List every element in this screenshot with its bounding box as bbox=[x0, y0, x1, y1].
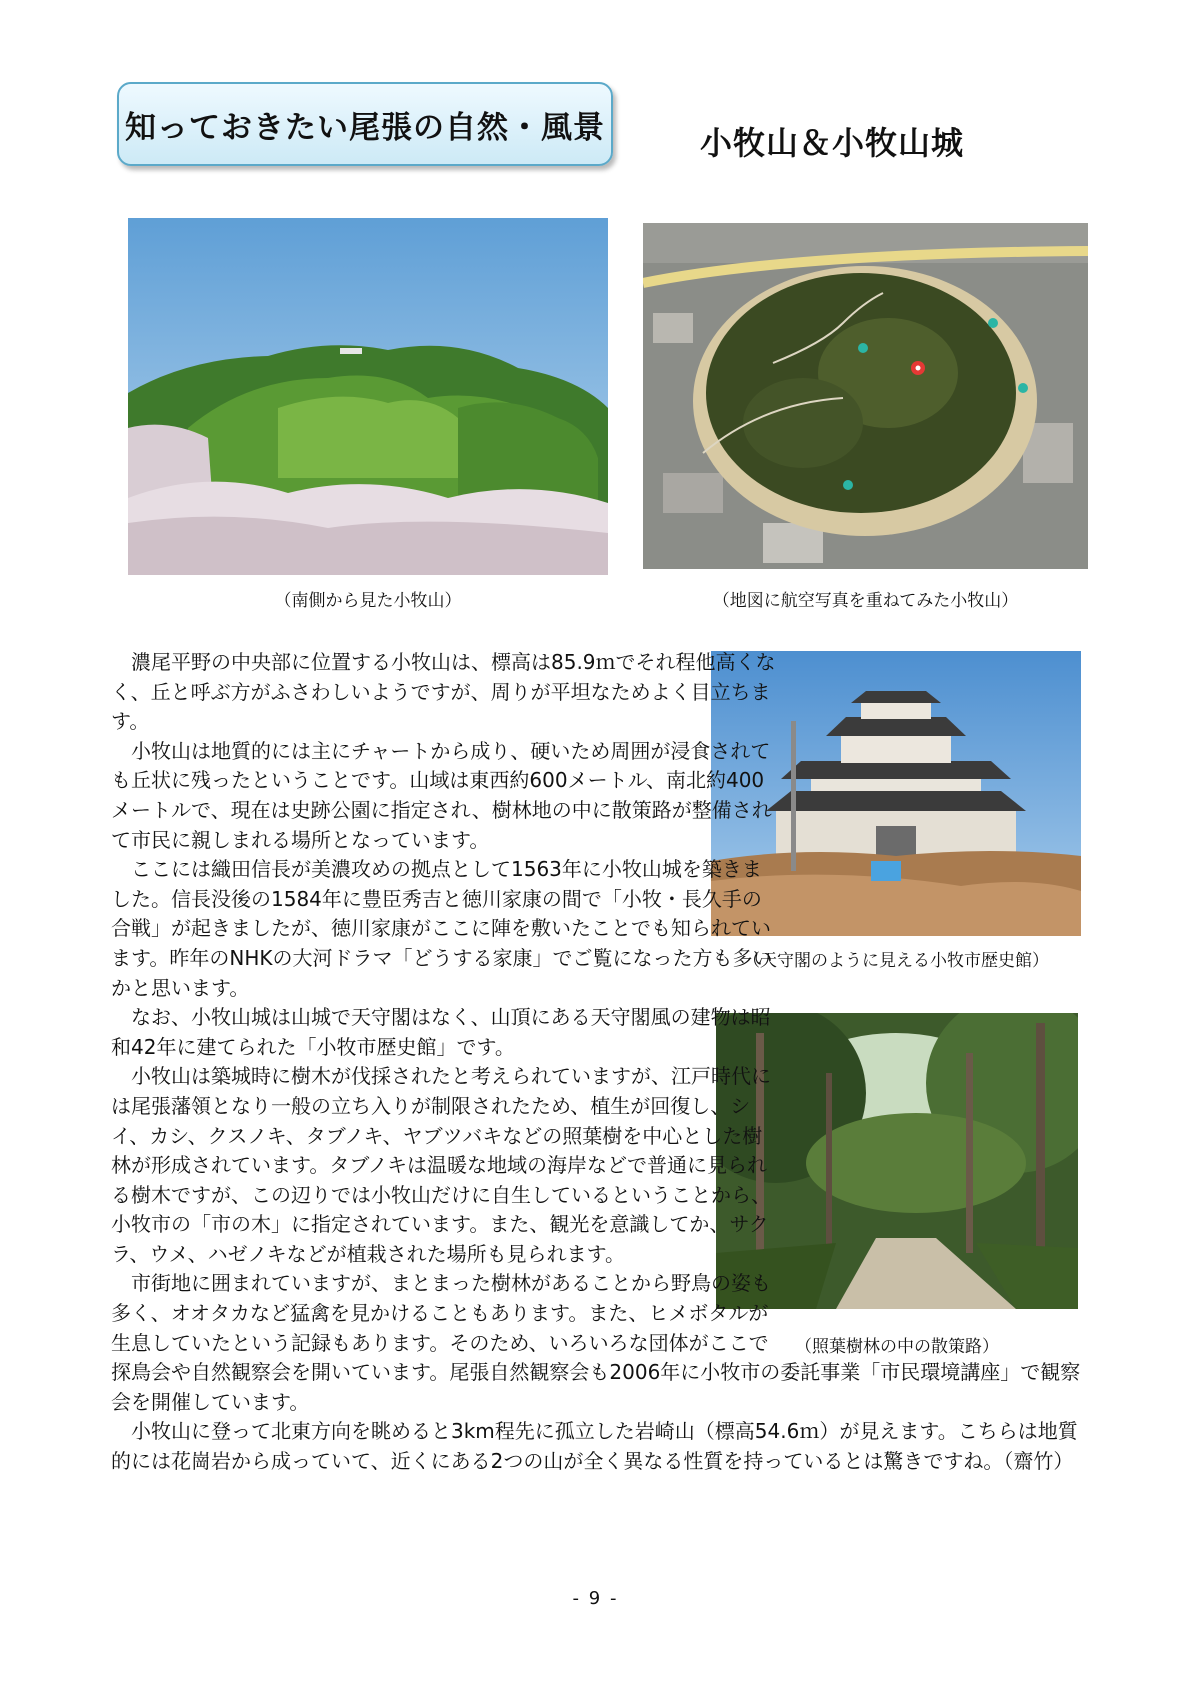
caption-forest-path: （照葉樹林の中の散策路） bbox=[795, 1337, 999, 1357]
caption-aerial-map: （地図に航空写真を重ねてみた小牧山） bbox=[712, 591, 1019, 611]
article-body bbox=[111, 648, 1086, 1477]
article-title: 小牧山＆小牧山城 bbox=[700, 124, 965, 162]
section-badge bbox=[117, 82, 613, 166]
photo-south-view bbox=[128, 218, 608, 575]
paragraph: 小牧山に登って北東方向を眺めると3km程先に孤立した岩崎山（標高54.6ｍ）が見えます。こちらは地質的には花崗岩から成っていて、近くにある2つの山が全く異なる性質を持っているとは驚きですね。（齋竹） bbox=[111, 1419, 1078, 1474]
photo-column-spacer bbox=[776, 648, 1086, 1341]
paragraph: ここには織田信長が美濃攻めの拠点として1563年に小牧山城を築きました。信長没後の1584年に豊臣秀吉と徳川家康の間で「小牧・長久手の合戦」が起きましたが、徳川家康がここに陣を敷いたことでも知られています。昨年のNHKの大河ドラマ「どうする家康」でご覧になった方も多いかと思います。 bbox=[111, 857, 773, 1000]
paragraph: 濃尾平野の中央部に位置する小牧山は、標高は85.9ｍでそれ程他高くなく、丘と呼ぶ方がふさわしいようですが、周りが平坦なためよく目立ちます。 bbox=[111, 650, 776, 734]
paragraph: 小牧山は築城時に樹木が伐採されたと考えられていますが、江戸時代には尾張藩領となり一般の立ち入りが制限されたため、植生が回復し、シイ、カシ、クスノキ、タブノキ、ヤブツバキなどの照葉樹を中心とした樹林が形成されています。タブノキは温暖な地域の海岸などで普通に見られる樹木ですが、この辺りでは小牧山だけに自生しているということから、小牧市の「市の木」に指定されています。また、観光を意識してか、サクラ、ウメ、ハゼノキなどが植栽された場所も見られます。 bbox=[111, 1064, 771, 1266]
caption-south-view: （南側から見た小牧山） bbox=[274, 591, 462, 611]
caption-history-museum: （天守閣のように見える小牧市歴史館） bbox=[743, 951, 1049, 971]
paragraph: なお、小牧山城は山城で天守閣はなく、山頂にある天守閣風の建物は昭和42年に建てられた「小牧市歴史館」です。 bbox=[111, 1005, 771, 1059]
paragraph: 市街地に囲まれていますが、まとまった樹林があることから野鳥の姿も多く、オオタカなど猛禽を見かけることもあります。また、ヒメボタルが生息していたという記録もあります。そのため、いろいろな団体がここで探鳥会や自然観察会を開いています。尾張自然観察会も2006年に小牧市の委託事業「市民環境講座」で観察会を開催しています。 bbox=[111, 1271, 1081, 1414]
paragraph: 小牧山は地質的には主にチャートから成り、硬いため周囲が浸食されても丘状に残ったということです。山域は東西約600メートル、南北約400メートルで、現在は史跡公園に指定され、樹林地の中に散策路が整備されて市民に親しまれる場所となっています。 bbox=[111, 738, 772, 852]
page-number: - 9 - bbox=[572, 1588, 619, 1609]
photo-aerial-map bbox=[643, 223, 1088, 569]
section-badge-text: 知っておきたい尾張の自然・風景 bbox=[125, 109, 605, 146]
